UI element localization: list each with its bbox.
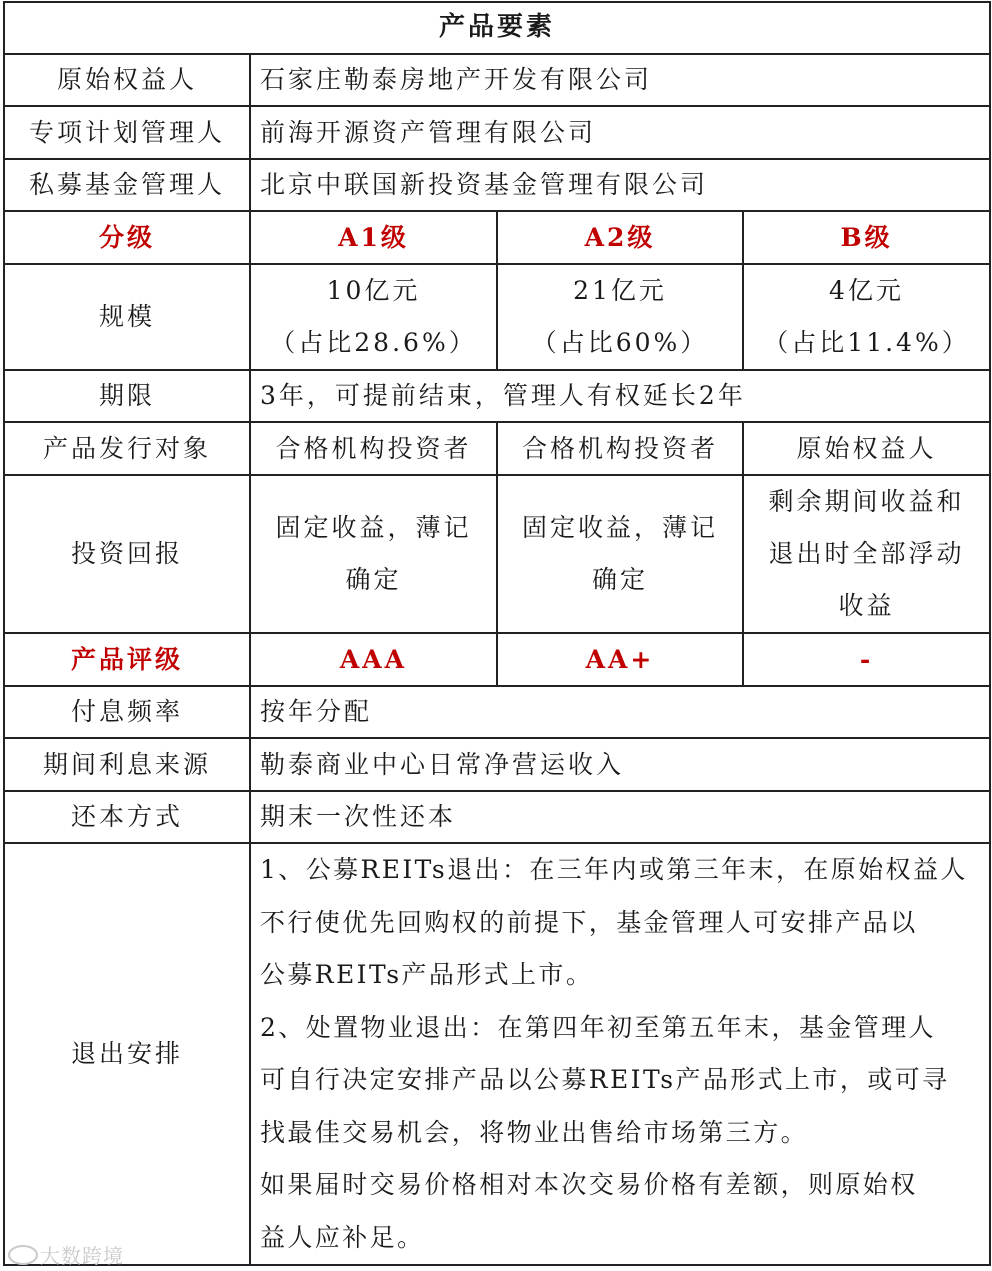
return-a1 xyxy=(250,475,497,633)
exit-line: 可自行决定安排产品以公募REITs产品形式上市，或可寻 xyxy=(260,1065,950,1094)
watermark xyxy=(8,1240,124,1269)
scale-row xyxy=(4,264,990,370)
target-a2: 合格机构投资者 xyxy=(497,422,743,475)
scale-a1-share: （占比28.6%） xyxy=(270,328,477,357)
exit-line: 如果届时交易价格相对本次交易价格有差额，则原始权 xyxy=(260,1170,918,1199)
table-title: 产品要素 xyxy=(4,2,990,54)
plan-manager-label: 专项计划管理人 xyxy=(4,106,250,159)
scale-a1-amount: 10亿元 xyxy=(326,276,421,305)
product-elements-table xyxy=(3,1,991,1266)
scale-a2-share: （占比60%） xyxy=(531,328,709,357)
tranche-a1: A1级 xyxy=(250,211,497,264)
exit-line: 益人应补足。 xyxy=(260,1222,425,1252)
exit-label: 退出安排 xyxy=(4,843,250,1265)
interest-freq-label: 付息频率 xyxy=(4,686,250,738)
target-row xyxy=(4,422,990,475)
scale-a1 xyxy=(250,264,497,370)
return-a1-line: 固定收益，薄记 xyxy=(275,513,472,542)
rating-a1: AAA xyxy=(250,633,497,686)
return-a2 xyxy=(497,475,743,633)
tranche-label: 分级 xyxy=(4,211,250,264)
originator-label: 原始权益人 xyxy=(4,54,250,106)
originator-value: 石家庄勒泰房地产开发有限公司 xyxy=(250,54,990,106)
originator-row xyxy=(4,54,990,106)
return-b-line: 剩余期间收益和 xyxy=(768,487,965,516)
return-a1-line: 确定 xyxy=(345,565,402,594)
fund-manager-label: 私募基金管理人 xyxy=(4,159,250,211)
product-elements-sheet xyxy=(3,1,991,1266)
repayment-value: 期末一次性还本 xyxy=(250,791,990,843)
return-a2-line: 固定收益，薄记 xyxy=(521,513,718,542)
scale-label: 规模 xyxy=(4,264,250,370)
target-b: 原始权益人 xyxy=(743,422,990,475)
return-label: 投资回报 xyxy=(4,475,250,633)
target-a1: 合格机构投资者 xyxy=(250,422,497,475)
scale-b xyxy=(743,264,990,370)
term-label: 期限 xyxy=(4,370,250,422)
exit-line: 2、处置物业退出：在第四年初至第五年末，基金管理人 xyxy=(260,1012,936,1042)
fund-manager-row xyxy=(4,159,990,211)
scale-a2-amount: 21亿元 xyxy=(573,276,667,305)
interest-source-value: 勒泰商业中心日常净营运收入 xyxy=(250,738,990,791)
scale-b-amount: 4亿元 xyxy=(829,276,904,305)
term-row xyxy=(4,370,990,422)
exit-line: 公募REITs产品形式上市。 xyxy=(260,960,594,989)
watermark-text: 大数跨境 xyxy=(40,1244,124,1268)
plan-manager-row xyxy=(4,106,990,159)
interest-freq-row xyxy=(4,686,990,738)
interest-source-row xyxy=(4,738,990,791)
repayment-row xyxy=(4,791,990,843)
watermark-logo-icon xyxy=(8,1245,38,1265)
return-row xyxy=(4,475,990,633)
return-a2-line: 确定 xyxy=(591,565,648,594)
scale-a2 xyxy=(497,264,743,370)
return-b-line: 退出时全部浮动 xyxy=(768,539,965,568)
term-value: 3年，可提前结束，管理人有权延长2年 xyxy=(250,370,990,422)
interest-source-label: 期间利息来源 xyxy=(4,738,250,791)
exit-line: 找最佳交易机会，将物业出售给市场第三方。 xyxy=(260,1117,809,1147)
tranche-a2: A2级 xyxy=(497,211,743,264)
scale-b-share: （占比11.4%） xyxy=(763,328,970,357)
repayment-label: 还本方式 xyxy=(4,791,250,843)
return-b-line: 收益 xyxy=(838,591,895,620)
interest-freq-value: 按年分配 xyxy=(250,686,990,738)
rating-row xyxy=(4,633,990,686)
plan-manager-value: 前海开源资产管理有限公司 xyxy=(250,106,990,159)
rating-a2: AA+ xyxy=(497,633,743,686)
exit-row xyxy=(4,843,990,1265)
tranche-b: B级 xyxy=(743,211,990,264)
exit-line: 1、公募REITs退出：在三年内或第三年末，在原始权益人 xyxy=(260,855,968,884)
fund-manager-value: 北京中联国新投资基金管理有限公司 xyxy=(250,159,990,211)
rating-label: 产品评级 xyxy=(4,633,250,686)
exit-content xyxy=(250,843,990,1265)
exit-line: 不行使优先回购权的前提下，基金管理人可安排产品以 xyxy=(260,907,918,937)
tranche-row xyxy=(4,211,990,264)
return-b xyxy=(743,475,990,633)
title-row xyxy=(4,2,990,54)
rating-b: - xyxy=(743,633,990,686)
target-label: 产品发行对象 xyxy=(4,422,250,475)
